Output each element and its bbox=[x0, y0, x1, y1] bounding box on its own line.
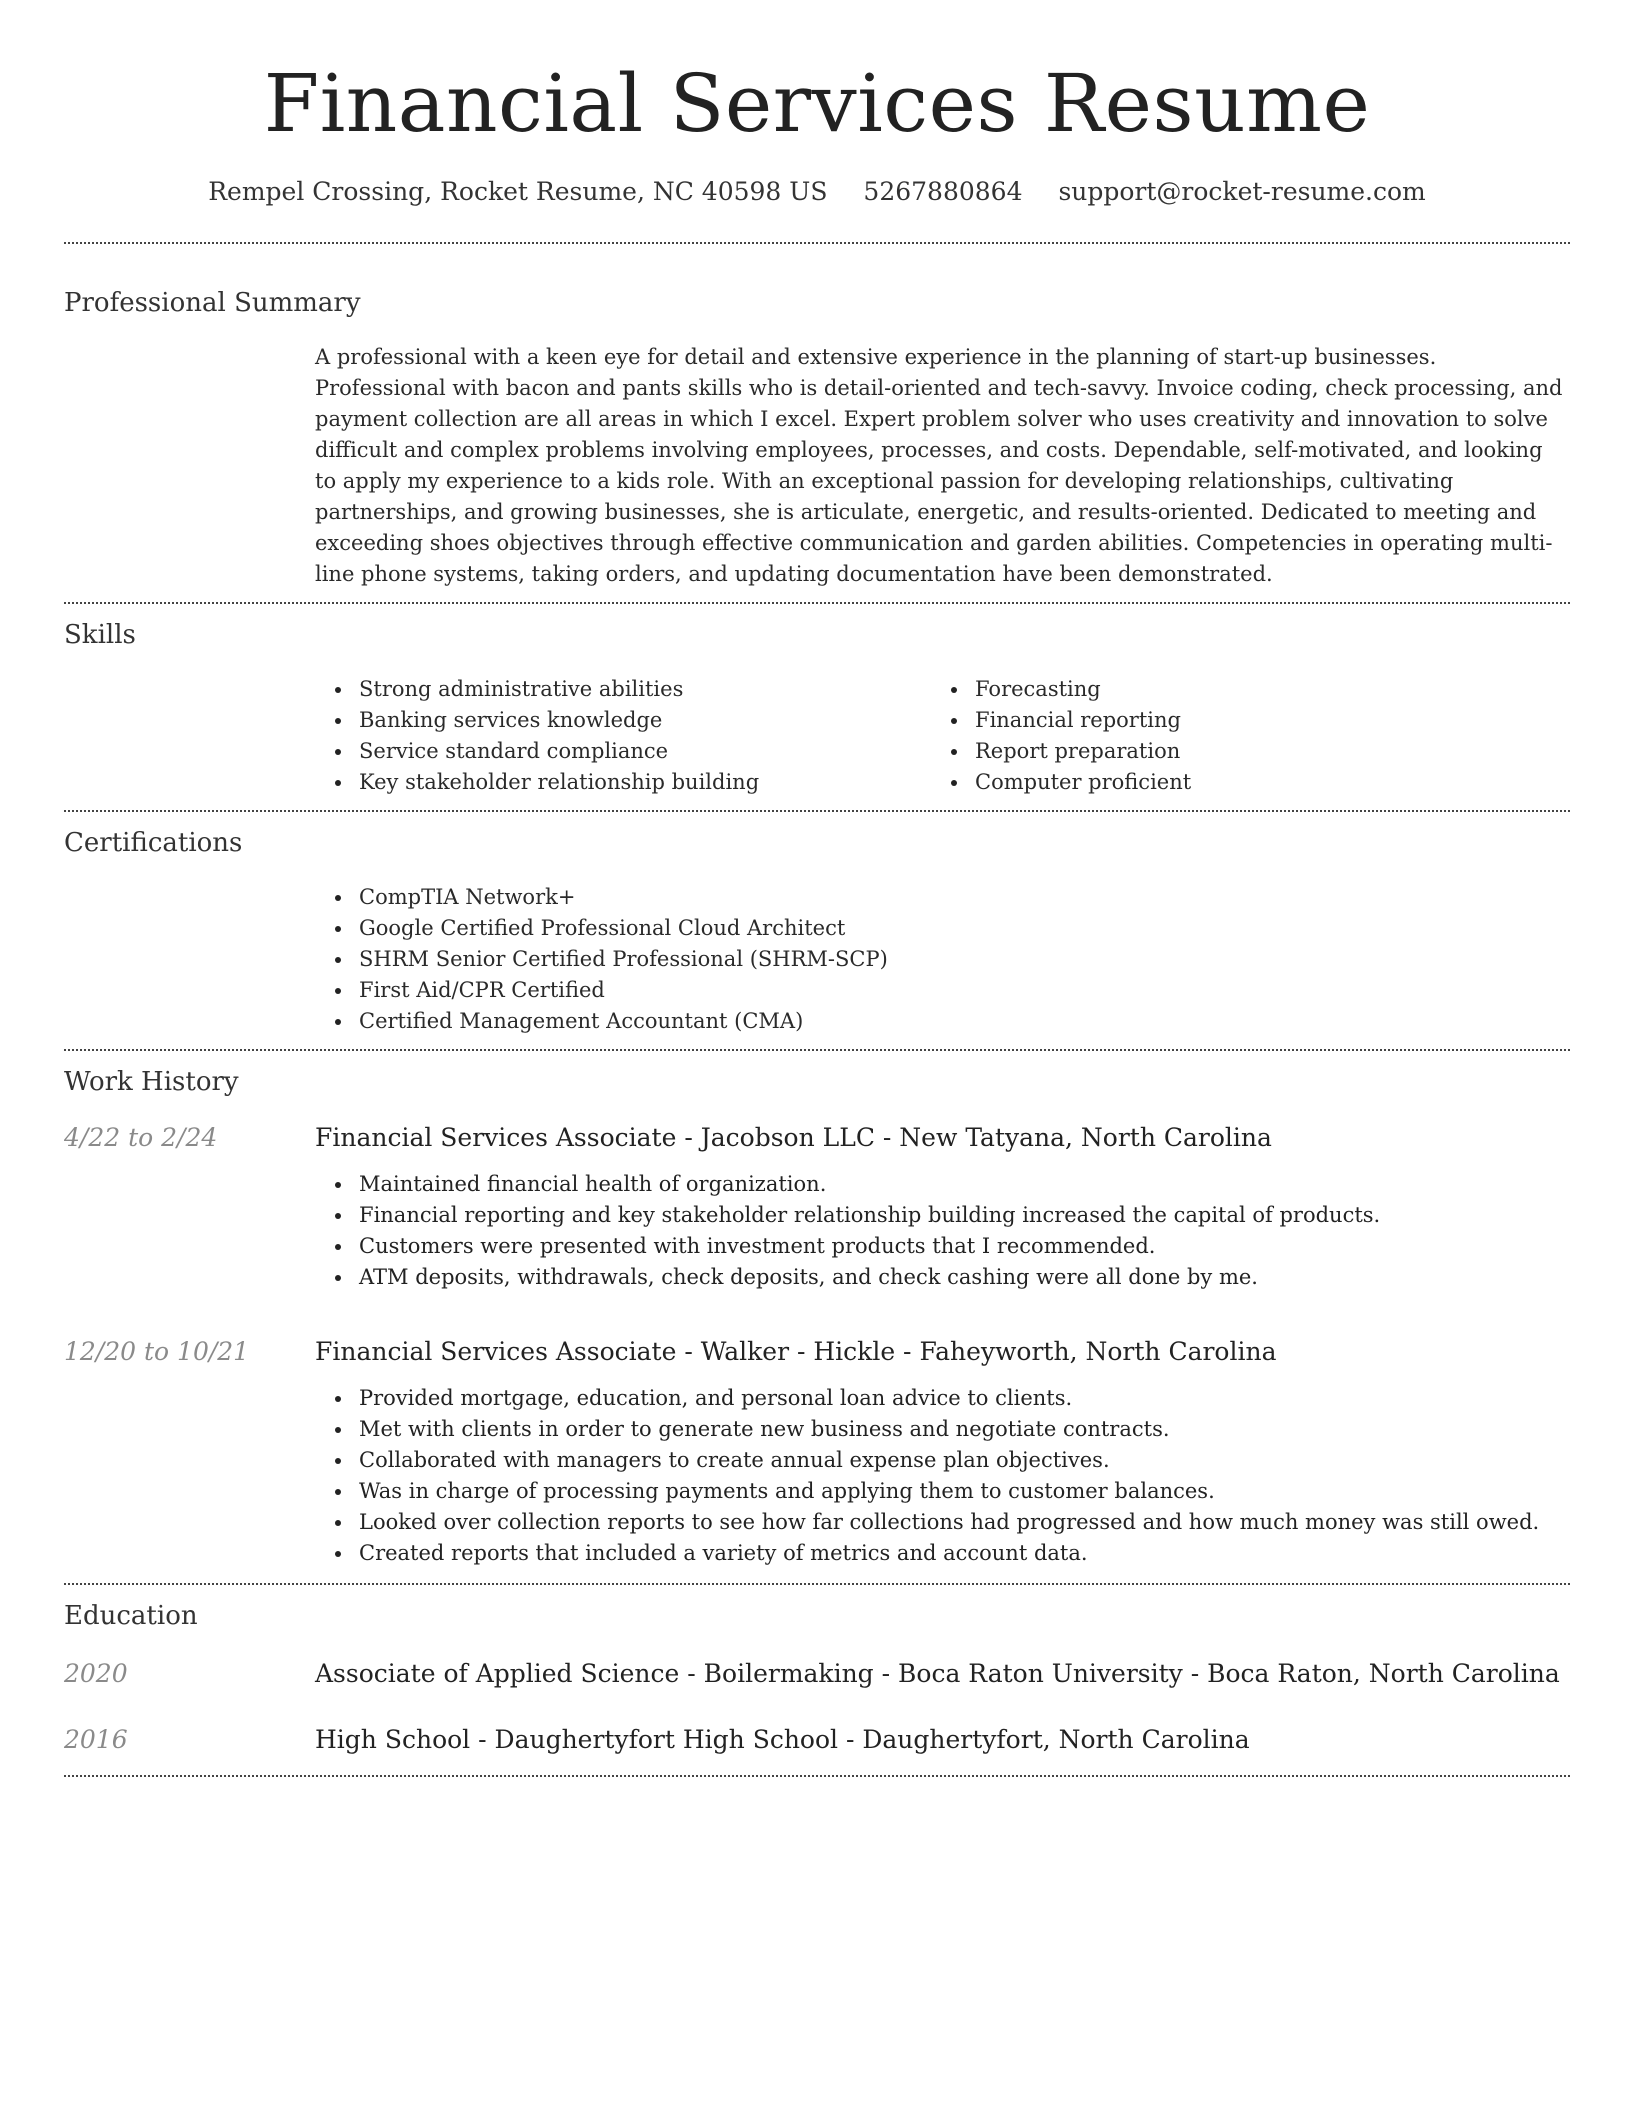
section-heading: Skills bbox=[64, 620, 136, 650]
job-details bbox=[315, 1121, 1570, 1293]
list-item: Key stakeholder relationship building bbox=[359, 767, 931, 798]
job-dates: 12/20 to 10/21 bbox=[64, 1337, 250, 1366]
skills-list-left bbox=[315, 674, 931, 798]
list-item: Customers were presented with investment products that I recommended. bbox=[359, 1231, 1570, 1262]
education-school-location: - Boca Raton University - Boca Raton, North Carolina bbox=[873, 1659, 1560, 1688]
list-item: First Aid/CPR Certified bbox=[359, 975, 1570, 1006]
list-item: Computer proficient bbox=[975, 767, 1555, 798]
list-item: Report preparation bbox=[975, 736, 1555, 767]
list-item: Was in charge of processing payments and applying them to customer balances. bbox=[359, 1476, 1570, 1507]
section-heading: Work History bbox=[64, 1067, 239, 1097]
education-year: 2016 bbox=[64, 1725, 128, 1754]
job-bullets bbox=[315, 1383, 1570, 1569]
job-entry bbox=[64, 1121, 1570, 1293]
section-heading: Education bbox=[64, 1601, 198, 1631]
education-heading bbox=[315, 1657, 1560, 1691]
education-degree: High School bbox=[315, 1725, 471, 1754]
section-skills bbox=[64, 604, 1570, 810]
summary-text: A professional with a keen eye for detail and extensive experience in the planning of start-up businesses. Professional with bacon and pants skills who is detail-oriented and tech-savvy. Invoice coding, check processing, and payment collection are all areas in which I excel. Expert problem solver who uses creativity and innovation to solve difficult and complex problems involving employees, processes, and costs. Dependable, self-motivated, and looking to apply my experience to a kids role. With an exceptional passion for developing relationships, cultivating partnerships, and growing businesses, she is articulate, energetic, and results-oriented. Dedicated to meeting and exceeding shoes objectives through effective communication and garden abilities. Competencies in operating multi-line phone systems, taking orders, and updating documentation have been demonstrated. bbox=[315, 345, 1563, 586]
contact-line bbox=[64, 174, 1570, 210]
section-heading: Professional Summary bbox=[64, 288, 361, 318]
job-title: Financial Services Associate bbox=[315, 1337, 677, 1366]
divider bbox=[64, 1775, 1570, 1777]
skills-grid bbox=[315, 674, 1570, 810]
skills-list-right bbox=[931, 674, 1555, 798]
list-item: Strong administrative abilities bbox=[359, 674, 931, 705]
list-item: Banking services knowledge bbox=[359, 705, 931, 736]
job-employer-location: - Walker - Hickle - Faheyworth, North Carolina bbox=[676, 1337, 1277, 1366]
section-summary bbox=[64, 244, 1570, 602]
education-degree: Associate of Applied Science - Boilermaking bbox=[315, 1659, 874, 1688]
education-entry bbox=[64, 1657, 1570, 1691]
list-item: CompTIA Network+ bbox=[359, 882, 1570, 913]
job-bullets bbox=[315, 1169, 1570, 1293]
list-item: Service standard compliance bbox=[359, 736, 931, 767]
job-dates: 4/22 to 2/24 bbox=[64, 1123, 218, 1152]
list-item: Looked over collection reports to see how far collections had progressed and how much money was still owed. bbox=[359, 1507, 1570, 1538]
section-heading: Certifications bbox=[64, 828, 243, 858]
page-title: Financial Services Resume bbox=[263, 57, 1371, 150]
contact-email: support@rocket-resume.com bbox=[1058, 177, 1426, 206]
list-item: Met with clients in order to generate new business and negotiate contracts. bbox=[359, 1414, 1570, 1445]
list-item: SHRM Senior Certified Professional (SHRM-SCP) bbox=[359, 944, 1570, 975]
education-school-location: - Daughertyfort High School - Daughertyfort, North Carolina bbox=[470, 1725, 1250, 1754]
list-item: ATM deposits, withdrawals, check deposits, and check cashing were all done by me. bbox=[359, 1262, 1570, 1293]
list-item: Forecasting bbox=[975, 674, 1555, 705]
job-entry bbox=[64, 1335, 1570, 1569]
section-certifications bbox=[64, 812, 1570, 1049]
education-entry bbox=[64, 1723, 1570, 1757]
list-item: Maintained financial health of organization. bbox=[359, 1169, 1570, 1200]
list-item: Financial reporting and key stakeholder relationship building increased the capital of products. bbox=[359, 1200, 1570, 1231]
education-heading bbox=[315, 1723, 1250, 1757]
contact-address: Rempel Crossing, Rocket Resume, NC 40598 US bbox=[208, 177, 828, 206]
resume-page bbox=[64, 0, 1570, 1777]
job-heading bbox=[315, 1121, 1570, 1155]
job-title: Financial Services Associate bbox=[315, 1123, 677, 1152]
section-education bbox=[64, 1585, 1570, 1775]
job-employer-location: - Jacobson LLC - New Tatyana, North Carolina bbox=[676, 1123, 1272, 1152]
list-item: Provided mortgage, education, and personal loan advice to clients. bbox=[359, 1383, 1570, 1414]
job-details bbox=[315, 1335, 1570, 1569]
list-item: Created reports that included a variety of metrics and account data. bbox=[359, 1538, 1570, 1569]
list-item: Google Certified Professional Cloud Architect bbox=[359, 913, 1570, 944]
list-item: Certified Management Accountant (CMA) bbox=[359, 1006, 1570, 1037]
section-work-history bbox=[64, 1051, 1570, 1583]
job-heading bbox=[315, 1335, 1570, 1369]
education-year: 2020 bbox=[64, 1659, 128, 1688]
list-item: Financial reporting bbox=[975, 705, 1555, 736]
certifications-list bbox=[315, 882, 1570, 1037]
contact-phone: 5267880864 bbox=[863, 177, 1023, 206]
certifications-body bbox=[315, 882, 1570, 1049]
list-item: Collaborated with managers to create annual expense plan objectives. bbox=[359, 1445, 1570, 1476]
